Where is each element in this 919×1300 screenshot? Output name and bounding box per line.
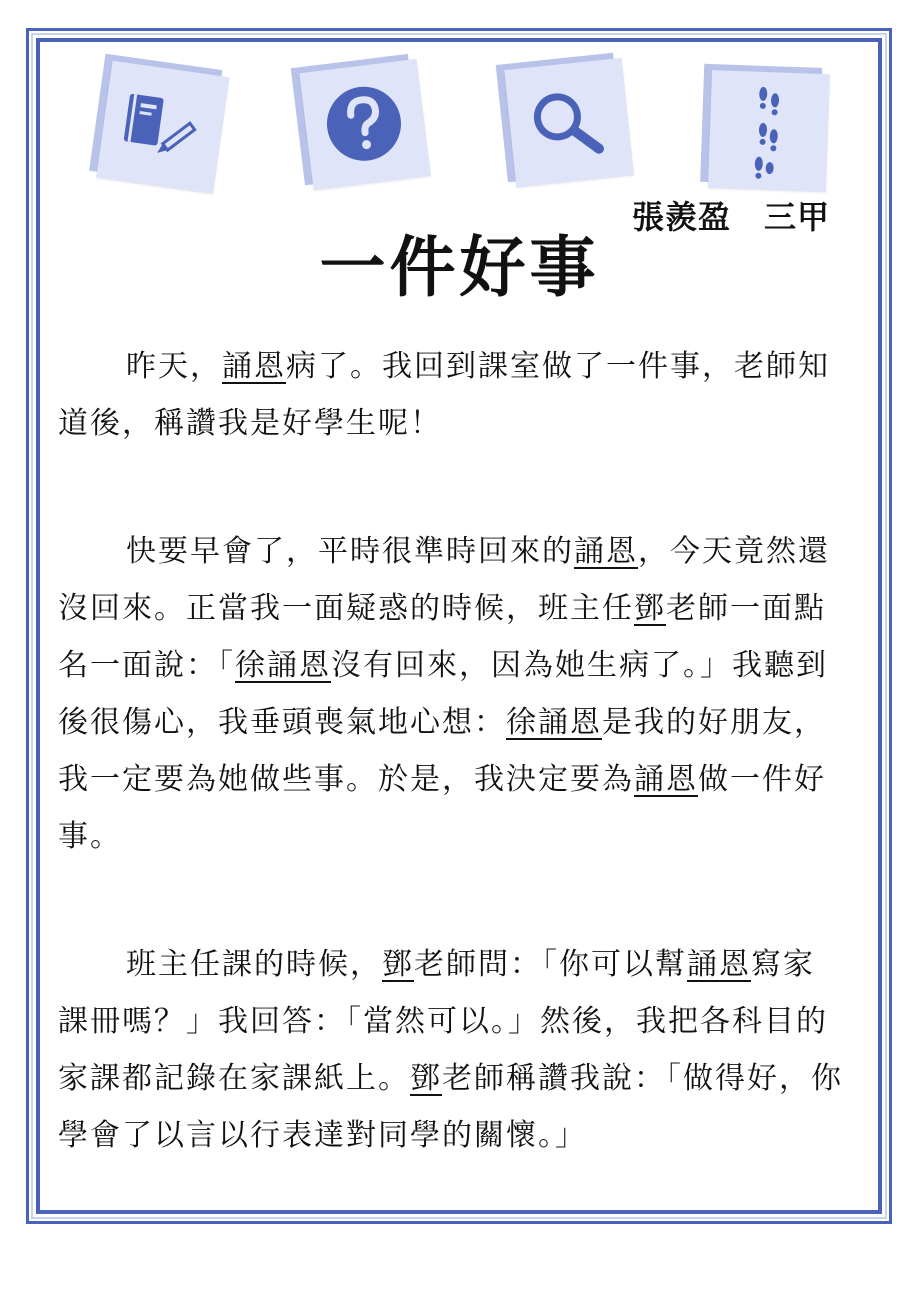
underlined-name: 鄧 bbox=[382, 947, 414, 982]
text-run: 昨天， bbox=[126, 349, 222, 384]
question-tile bbox=[291, 53, 434, 196]
magnifier-tile bbox=[496, 52, 637, 193]
text-run: 沒有回來，因為她生病了。」我聽到後很傷心，我垂頭喪氣地心想： bbox=[58, 648, 828, 740]
magnifier-icon bbox=[496, 52, 637, 193]
footprints-tile bbox=[700, 64, 832, 196]
underlined-name: 誦恩 bbox=[687, 947, 751, 982]
text-run: 寫家課冊嗎？」我回答：「當然可以。」然後，我把各科目的家課都記錄在家課紙上。 bbox=[58, 947, 828, 1096]
essay-body bbox=[58, 338, 843, 1235]
notebook-pencil-icon bbox=[88, 54, 233, 199]
author-class-label: 張羨盈 三甲 bbox=[632, 198, 831, 236]
underlined-name: 徐誦恩 bbox=[235, 648, 331, 683]
underlined-name: 誦恩 bbox=[222, 349, 286, 384]
text-run: 老師稱讚我說：「做得好，你學會了以言以行表達對同學的關懷。」 bbox=[58, 1061, 843, 1153]
essay-paragraph bbox=[58, 523, 843, 865]
text-run: 老師問：「你可以幫 bbox=[414, 947, 687, 982]
underlined-name: 徐誦恩 bbox=[506, 705, 602, 740]
underlined-name: 誦恩 bbox=[634, 762, 698, 797]
essay-paragraph bbox=[58, 338, 843, 452]
underlined-name: 鄧 bbox=[410, 1061, 442, 1096]
text-run: 是我的好朋友，我一定要為她做些事。於是，我決定要為 bbox=[58, 705, 826, 797]
footprints-icon bbox=[700, 64, 832, 196]
notebook-tile bbox=[88, 54, 233, 199]
underlined-name: 誦恩 bbox=[574, 534, 638, 569]
text-run: 快要早會了，平時很準時回來的 bbox=[126, 534, 574, 569]
essay-paragraph bbox=[58, 936, 843, 1164]
text-run: 老師一面點名一面說：「 bbox=[58, 591, 826, 683]
text-run: 班主任課的時候， bbox=[126, 947, 382, 982]
underlined-name: 鄧 bbox=[634, 591, 666, 626]
text-run: ，今天竟然還沒回來。正當我一面疑惑的時候，班主任 bbox=[58, 534, 830, 626]
question-mark-icon bbox=[291, 53, 434, 196]
text-run: 做一件好事。 bbox=[58, 762, 826, 854]
essay-title: 一件好事 bbox=[319, 229, 600, 306]
text-run: 病了。我回到課室做了一件事，老師知道後，稱讚我是好學生呢！ bbox=[58, 349, 830, 441]
